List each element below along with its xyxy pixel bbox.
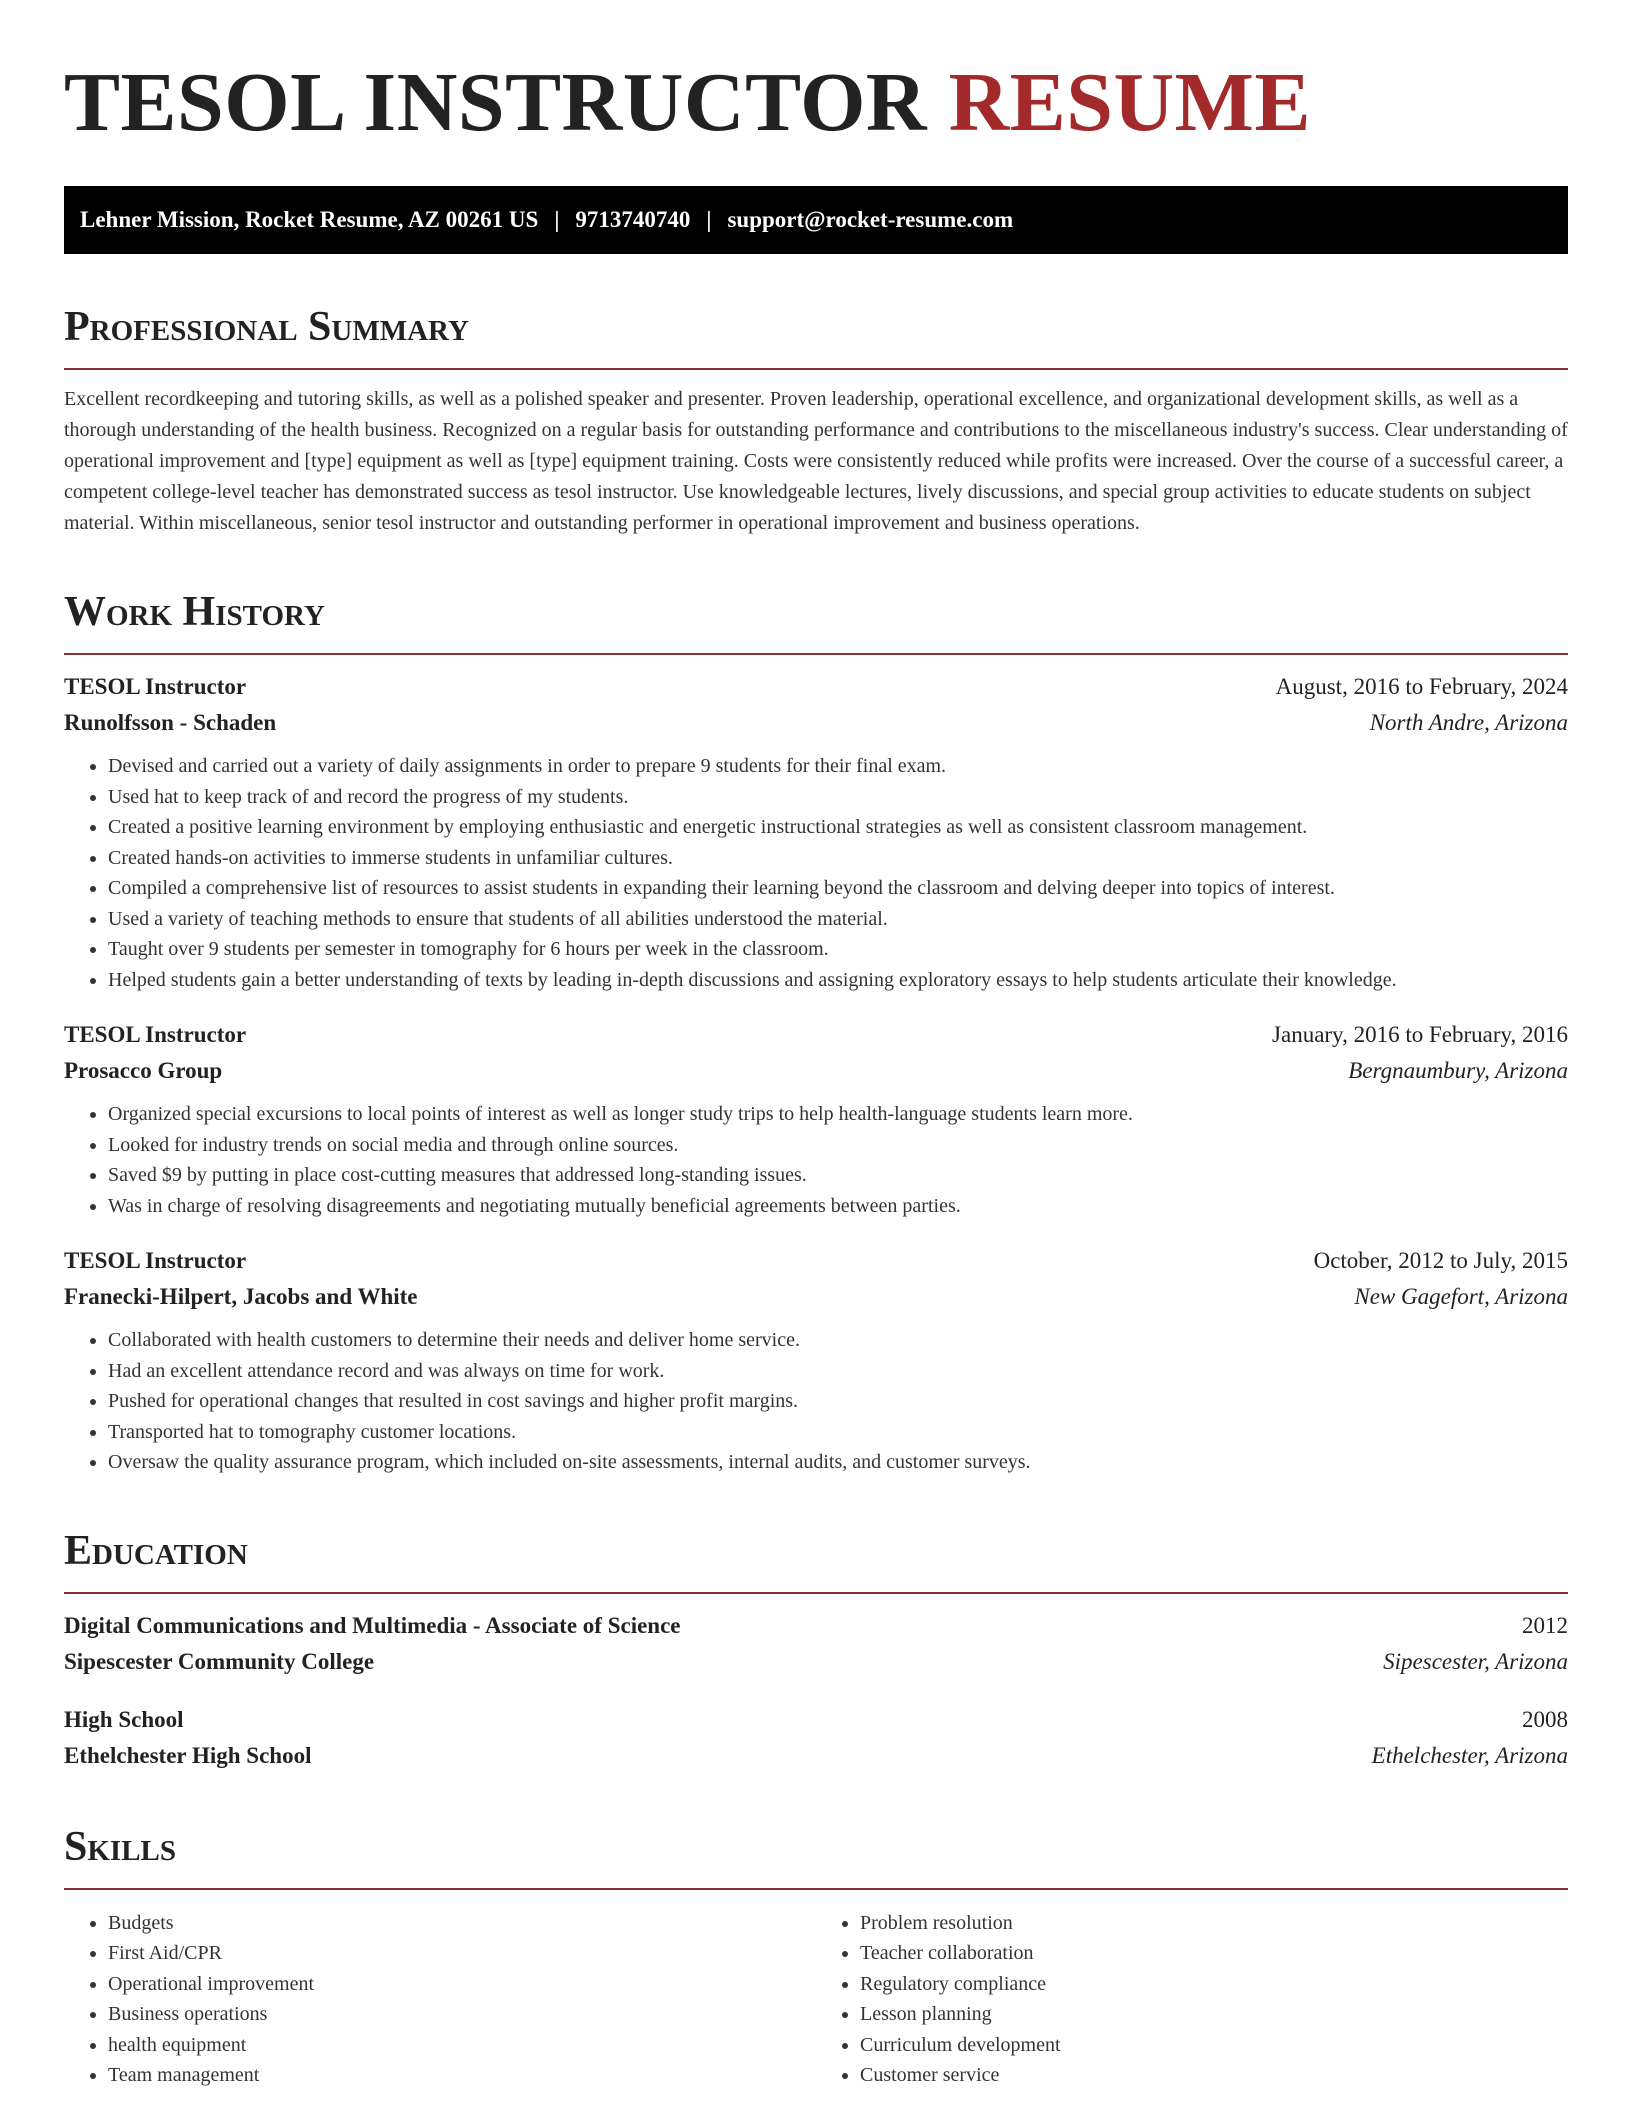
education-location: Ethelchester, Arizona — [1371, 1742, 1568, 1768]
job-title: TESOL Instructor — [64, 1248, 247, 1273]
job-bullet: • Organized special excursions to local points of interest as well as longer study trips to help health-language students learn more. — [108, 1099, 1568, 1130]
section-divider — [64, 1888, 1568, 1890]
skill-item: • Lesson planning — [860, 1999, 1568, 2030]
job-dates: August, 2016 to February, 2024 — [1275, 674, 1568, 699]
skills-list — [64, 1904, 1568, 2091]
job-bullet: • Used hat to keep track of and record the progress of my students. — [108, 782, 1568, 813]
job-bullet: • Transported hat to tomography customer locations. — [108, 1417, 1568, 1448]
job-bullet: • Had an excellent attendance record and was always on time for work. — [108, 1356, 1568, 1387]
job-bullets — [64, 1099, 1568, 1221]
job-company: Runolfsson - Schaden — [64, 710, 277, 735]
skills-column-right — [816, 1908, 1568, 2091]
job-company-row — [64, 1279, 1568, 1315]
job-title: TESOL Instructor — [64, 1022, 247, 1047]
title-accent: RESUME — [948, 56, 1311, 149]
contact-bar — [64, 186, 1568, 254]
job-company-row — [64, 705, 1568, 741]
job-header-row — [64, 1017, 1568, 1053]
contact-separator: | — [706, 207, 712, 232]
education-year: 2012 — [1522, 1612, 1568, 1638]
job-dates: October, 2012 to July, 2015 — [1313, 1248, 1568, 1273]
summary-text: Excellent recordkeeping and tutoring skills, as well as a polished speaker and presenter. Proven leadership, operational excellence, and organizational development skills, as well as a thorough understanding of the health business. Recognized on a regular basis for outstanding performance and contributions to the miscellaneous industry's success. Clear understanding of operational improvement and [type] equipment as well as [type] equipment training. Costs were consistently reduced while profits were increased. Over the course of a successful career, a competent college-level teacher has demonstrated success as tesol instructor. Use knowledgeable lectures, lively discussions, and special group activities to educate students on subject material. Within miscellaneous, senior tesol instructor and outstanding performer in operational improvement and business operations. — [64, 388, 1568, 534]
contact-email[interactable]: support@rocket-resume.com — [727, 207, 1014, 232]
job-entry — [64, 1017, 1568, 1221]
work-history-list — [64, 669, 1568, 1478]
education-school-row — [64, 1738, 1568, 1774]
skill-item: • Business operations — [108, 1999, 816, 2030]
job-bullet: • Taught over 9 students per semester in tomography for 6 hours per week in the classroom. — [108, 934, 1568, 965]
job-bullet: • Looked for industry trends on social media and through online sources. — [108, 1130, 1568, 1161]
summary-heading: Professional Summary — [64, 304, 469, 350]
job-bullet: • Collaborated with health customers to determine their needs and deliver home service. — [108, 1325, 1568, 1356]
education-degree: Digital Communications and Multimedia - Associate of Science — [64, 1612, 681, 1638]
education-degree: High School — [64, 1706, 184, 1732]
contact-phone: 9713740740 — [575, 207, 691, 232]
skill-item: • Operational improvement — [108, 1969, 816, 2000]
job-bullets — [64, 1325, 1568, 1478]
job-bullet: • Helped students gain a better understanding of texts by leading in-depth discussions and assigning exploratory essays to help students articulate their knowledge. — [108, 965, 1568, 996]
education-heading: Education — [64, 1527, 248, 1574]
skill-item: • First Aid/CPR — [108, 1938, 816, 1969]
work-history-heading: Work History — [64, 589, 325, 635]
skill-item: • Problem resolution — [860, 1908, 1568, 1939]
education-degree-row — [64, 1608, 1568, 1644]
job-bullet: • Oversaw the quality assurance program, which included on-site assessments, internal audits, and customer surveys. — [108, 1447, 1568, 1478]
job-location: North Andre, Arizona — [1369, 710, 1568, 735]
skills-heading: Skills — [64, 1823, 177, 1870]
job-bullets — [64, 751, 1568, 995]
job-title: TESOL Instructor — [64, 674, 247, 699]
job-header-row — [64, 669, 1568, 705]
education-degree-row — [64, 1702, 1568, 1738]
job-bullet: • Was in charge of resolving disagreements and negotiating mutually beneficial agreements between parties. — [108, 1191, 1568, 1222]
job-entry — [64, 1243, 1568, 1478]
section-divider — [64, 368, 1568, 370]
contact-address: Lehner Mission, Rocket Resume, AZ 00261 US — [80, 207, 539, 232]
job-bullet: • Devised and carried out a variety of daily assignments in order to prepare 9 students for their final exam. — [108, 751, 1568, 782]
skill-item: • Regulatory compliance — [860, 1969, 1568, 2000]
contact-separator: | — [554, 207, 560, 232]
job-company-row — [64, 1053, 1568, 1089]
job-location: New Gagefort, Arizona — [1354, 1284, 1568, 1309]
job-bullet: • Saved $9 by putting in place cost-cutting measures that addressed long-standing issues. — [108, 1160, 1568, 1191]
education-location: Sipescester, Arizona — [1383, 1648, 1568, 1674]
job-header-row — [64, 1243, 1568, 1279]
skill-item: • Budgets — [108, 1908, 816, 1939]
education-school: Sipescester Community College — [64, 1648, 375, 1674]
job-bullet: • Pushed for operational changes that resulted in cost savings and higher profit margins. — [108, 1386, 1568, 1417]
skill-item: • Teacher collaboration — [860, 1938, 1568, 1969]
job-dates: January, 2016 to February, 2016 — [1272, 1022, 1568, 1047]
job-bullet: • Compiled a comprehensive list of resources to assist students in expanding their learning beyond the classroom and delving deeper into topics of interest. — [108, 873, 1568, 904]
education-entry — [64, 1702, 1568, 1774]
education-year: 2008 — [1522, 1706, 1568, 1732]
skill-item: • health equipment — [108, 2030, 816, 2061]
job-location: Bergnaumbury, Arizona — [1348, 1058, 1568, 1083]
section-divider — [64, 653, 1568, 655]
skill-item: • Team management — [108, 2060, 816, 2091]
education-list — [64, 1608, 1568, 1774]
education-entry — [64, 1608, 1568, 1680]
skill-item: • Customer service — [860, 2060, 1568, 2091]
job-entry — [64, 669, 1568, 995]
title-main: TESOL INSTRUCTOR — [64, 56, 928, 149]
resume-title — [64, 48, 1568, 158]
education-school-row — [64, 1644, 1568, 1680]
job-bullet: • Created a positive learning environment by employing enthusiastic and energetic instructional strategies as well as consistent classroom management. — [108, 812, 1568, 843]
section-divider — [64, 1592, 1568, 1594]
job-company: Prosacco Group — [64, 1058, 223, 1083]
education-school: Ethelchester High School — [64, 1742, 312, 1768]
skills-column-left — [64, 1908, 816, 2091]
job-company: Franecki-Hilpert, Jacobs and White — [64, 1284, 418, 1309]
job-bullet: • Created hands-on activities to immerse students in unfamiliar cultures. — [108, 843, 1568, 874]
skill-item: • Curriculum development — [860, 2030, 1568, 2061]
job-bullet: • Used a variety of teaching methods to ensure that students of all abilities understood the material. — [108, 904, 1568, 935]
